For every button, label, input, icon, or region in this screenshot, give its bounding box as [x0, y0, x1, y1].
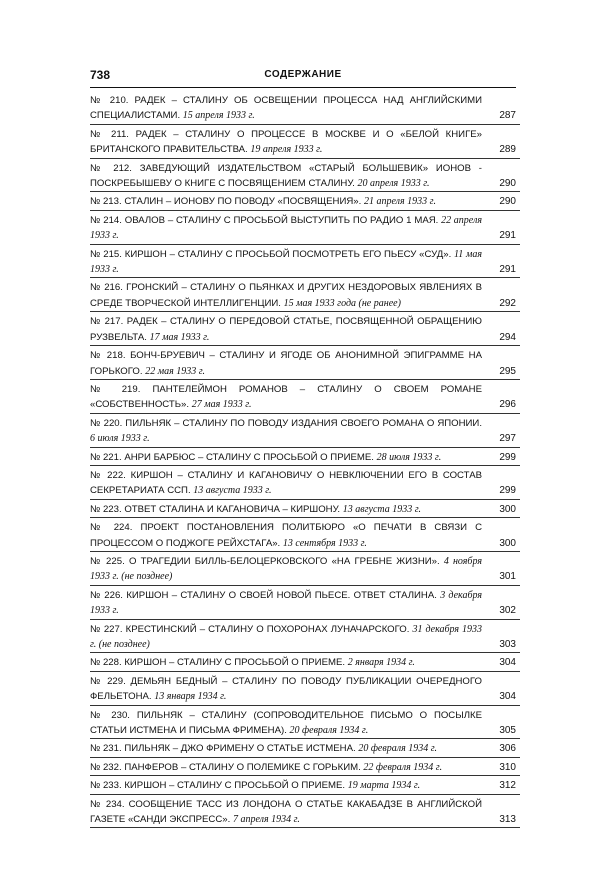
entry-page: 287 — [499, 110, 516, 122]
entry-page: 300 — [499, 503, 516, 515]
entry-number: № 225. — [90, 555, 125, 567]
toc-entry — [90, 348, 520, 380]
entry-title: ГРОНСКИЙ – СТАЛИНУ О ПЬЯНКАХ И ДРУГИХ НЕЗДОРОВЫХ ЯВЛЕНИЯХ В СРЕДЕ ТВОРЧЕСКОЙ ИНТЕЛЛИГЕНЦИИ. — [90, 282, 483, 309]
entry-number: № 226. — [90, 589, 123, 601]
entry-page: 292 — [499, 297, 516, 309]
entry-page: 310 — [499, 761, 516, 773]
toc-entry — [90, 194, 520, 210]
entry-date: 3 декабря 1933 г. — [90, 589, 483, 617]
entry-date: 22 апреля 1933 г. — [90, 214, 482, 242]
entry-date: 4 ноября 1933 г. (не позднее) — [90, 555, 482, 583]
entry-title: ДЕМЬЯН БЕДНЫЙ – СТАЛИНУ ПО ПОВОДУ ПУБЛИКАЦИИ ОЧЕРЕДНОГО ФЕЛЬЕТОНА. — [90, 675, 482, 703]
entry-title: СООБЩЕНИЕ ТАСС ИЗ ЛОНДОНА О СТАТЬЕ КАКАБАДЗЕ В АНГЛИЙСКОЙ ГАЗЕТЕ «САНДИ ЭКСПРЕСС». — [90, 798, 482, 826]
entry-title: КИРШОН – СТАЛИНУ С ПРОСЬБОЙ О ПРИЕМЕ. — [124, 780, 346, 792]
entry-page: 303 — [499, 639, 516, 650]
entry-date: 20 февраля 1934 г. — [358, 743, 437, 755]
running-title: СОДЕРЖАНИЕ — [264, 69, 342, 80]
entry-date: 15 мая 1933 года (не ранее) — [283, 297, 401, 309]
entry-date: 27 мая 1933 г. — [191, 399, 252, 411]
entry-number: № 224. — [90, 522, 133, 534]
toc-entry — [90, 280, 520, 312]
entry-date: 19 апреля 1933 г. — [250, 144, 323, 156]
entry-title: РАДЕК – СТАЛИНУ О ПРОЦЕССЕ В МОСКВЕ И О «БЕЛОЙ КНИГЕ» БРИТАНСКОГО ПРАВИТЕЛЬСТВА. — [90, 128, 482, 156]
entry-title: ПАНТЕЛЕЙМОН РОМАНОВ – СТАЛИНУ О СВОЕМ РОМАНЕ «СОБСТВЕННОСТЬ». — [90, 383, 482, 411]
entry-number: № 230. — [90, 709, 130, 721]
entry-date: 13 января 1934 г. — [154, 691, 227, 703]
entry-title: ПИЛЬНЯК – СТАЛИНУ (СОПРОВОДИТЕЛЬНОЕ ПИСЬМО О ПОСЫЛКЕ СТАТЬИ ИСТМЕНА И ПИСЬМА ФРИМЕНА). — [90, 709, 483, 737]
toc-entry — [90, 93, 520, 125]
entry-number: № 223. — [90, 503, 122, 515]
entry-number: № 213. — [90, 196, 122, 208]
entry-title: КИРШОН – СТАЛИНУ О СВОЕЙ НОВОЙ ПЬЕСЕ. ОТВЕТ СТАЛИНА. — [126, 589, 437, 601]
entry-number: № 228. — [90, 657, 122, 669]
entry-number: № 210. — [90, 95, 129, 106]
entry-number: № 231. — [90, 743, 122, 755]
toc-entry — [90, 502, 520, 518]
entry-number: № 234. — [90, 798, 125, 810]
entry-page: 304 — [499, 691, 516, 703]
entry-date: 13 августа 1933 г. — [193, 485, 272, 497]
entry-title: РАДЕК – СТАЛИНУ О ПЕРЕДОВОЙ СТАТЬЕ, ПОСВЯЩЕННОЙ ОБРАЩЕНИЮ РУЗВЕЛЬТА. — [90, 316, 482, 343]
entry-page: 306 — [499, 743, 516, 755]
entry-title: КИРШОН – СТАЛИНУ И КАГАНОВИЧУ О НЕВКЛЮЧЕНИИ ЕГО В СОСТАВ СЕКРЕТАРИАТА ССП. — [90, 469, 482, 497]
entry-number: № 220. — [90, 417, 123, 429]
entry-title: КРЕСТИНСКИЙ – СТАЛИНУ О ПОХОРОНАХ ЛУНАЧАРСКОГО. — [125, 623, 410, 635]
entry-number: № 212. — [90, 162, 132, 174]
entry-date: 15 апреля 1933 г. — [182, 110, 255, 122]
toc-entry — [90, 247, 520, 279]
entry-date: 20 апреля 1933 г. — [357, 178, 430, 190]
toc-entry — [90, 708, 520, 740]
entry-page: 295 — [499, 365, 516, 377]
entry-number: № 229. — [90, 675, 126, 687]
toc-entry — [90, 450, 520, 466]
entry-page: 290 — [499, 178, 516, 190]
toc-entry — [90, 655, 520, 671]
toc-entry — [90, 554, 520, 586]
toc-entry — [90, 520, 520, 552]
toc-entry — [90, 741, 520, 757]
entry-date: 7 апреля 1934 г. — [232, 814, 300, 826]
entry-number: № 211. — [90, 128, 129, 140]
entry-date: 21 апреля 1933 г. — [363, 196, 436, 208]
entry-page: 313 — [499, 814, 516, 826]
entry-page: 296 — [499, 399, 516, 411]
entry-date: 17 мая 1933 г. — [149, 331, 210, 343]
entry-number: № 222. — [90, 469, 126, 481]
entry-number: № 221. — [90, 451, 122, 463]
entry-title: ПРОЕКТ ПОСТАНОВЛЕНИЯ ПОЛИТБЮРО «О ПЕЧАТИ В СВЯЗИ С ПРОЦЕССОМ О ПОДЖОГЕ РЕЙХСТАГА». — [90, 522, 482, 549]
entry-page: 301 — [499, 571, 516, 583]
toc-entry — [90, 416, 520, 448]
entry-number: № 214. — [90, 214, 122, 226]
entry-number: № 227. — [90, 623, 123, 635]
entry-title: КИРШОН – СТАЛИНУ С ПРОСЬБОЙ О ПРИЕМЕ. — [124, 657, 346, 669]
entry-page: 291 — [499, 264, 516, 276]
entry-number: № 215. — [90, 248, 122, 260]
entry-page: 302 — [499, 605, 516, 617]
entry-title: КИРШОН – СТАЛИНУ С ПРОСЬБОЙ ПОСМОТРЕТЬ ЕГО ПЬЕСУ «СУД». — [124, 248, 452, 260]
entry-title: ПАНФЕРОВ – СТАЛИНУ О ПОЛЕМИКЕ С ГОРЬКИМ. — [124, 761, 361, 773]
entry-title: ОТВЕТ СТАЛИНА И КАГАНОВИЧА – КИРШОНУ. — [124, 503, 341, 515]
entry-date: 28 июля 1933 г. — [376, 451, 442, 463]
page-header — [90, 66, 516, 84]
entry-page: 300 — [499, 537, 516, 549]
entry-title: ПИЛЬНЯК – СТАЛИНУ ПО ПОВОДУ ИЗДАНИЯ СВОЕГО РОМАНА О ЯПОНИИ. — [125, 417, 482, 429]
entry-page: 299 — [499, 451, 516, 463]
entry-number: № 219. — [90, 383, 141, 395]
entry-date: 20 февраля 1934 г. — [289, 725, 369, 737]
entry-title: ОВАЛОВ – СТАЛИНУ С ПРОСЬБОЙ ВЫСТУПИТЬ ПО РАДИО 1 МАЯ. — [124, 214, 439, 226]
toc-entry — [90, 213, 520, 245]
entry-date: 31 декабря 1933 г. (не позднее) — [90, 623, 482, 650]
entry-title: ЗАВЕДУЮЩИЙ ИЗДАТЕЛЬСТВОМ «СТАРЫЙ БОЛЬШЕВИК» ИОНОВ - ПОСКРЕБЫШЕВУ О КНИГЕ С ПОСВЯЩЕНИЕМ СТАЛИНУ. — [90, 162, 482, 190]
toc-entry — [90, 127, 520, 159]
entry-number: № 217. — [90, 316, 124, 328]
entry-page: 305 — [499, 725, 516, 737]
entry-page: 289 — [499, 144, 516, 156]
entry-page: 290 — [499, 196, 516, 208]
entry-page: 312 — [499, 780, 516, 792]
entry-number: № 216. — [90, 282, 123, 294]
table-of-contents — [90, 93, 520, 830]
entry-page: 297 — [499, 433, 516, 445]
entry-date: 22 февраля 1934 г. — [363, 761, 443, 773]
toc-entry — [90, 161, 520, 193]
toc-entry — [90, 778, 520, 794]
toc-entry — [90, 468, 520, 500]
entry-page: 294 — [499, 331, 516, 343]
entry-title: АНРИ БАРБЮС – СТАЛИНУ С ПРОСЬБОЙ О ПРИЕМЕ. — [124, 451, 374, 463]
entry-date: 19 марта 1934 г. — [347, 780, 421, 792]
entry-title: РАДЕК – СТАЛИНУ ОБ ОСВЕЩЕНИИ ПРОЦЕССА НАД АНГЛИЙСКИМИ СПЕЦИАЛИСТАМИ. — [90, 95, 482, 122]
entry-number: № 233. — [90, 780, 122, 792]
entry-title: БОНЧ-БРУЕВИЧ – СТАЛИНУ И ЯГОДЕ ОБ АНОНИМНОЙ ЭПИГРАММЕ НА ГОРЬКОГО. — [90, 350, 482, 377]
entry-page: 299 — [499, 485, 516, 497]
entry-title: ПИЛЬНЯК – ДЖО ФРИМЕНУ О СТАТЬЕ ИСТМЕНА. — [124, 743, 356, 755]
entry-page: 304 — [499, 657, 516, 669]
entry-date: 11 мая 1933 г. — [90, 248, 482, 276]
toc-entry — [90, 674, 520, 706]
entry-date: 2 января 1934 г. — [347, 657, 415, 669]
toc-entry — [90, 760, 520, 776]
toc-entry — [90, 797, 520, 829]
entry-date: 13 августа 1933 г. — [342, 503, 422, 515]
entry-date: 13 сентября 1933 г. — [282, 537, 367, 549]
page-number: 738 — [90, 68, 111, 82]
toc-entry — [90, 588, 520, 620]
entry-title: СТАЛИН – ИОНОВУ ПО ПОВОДУ «ПОСВЯЩЕНИЯ». — [124, 196, 362, 208]
entry-date: 22 мая 1933 г. — [145, 365, 206, 377]
toc-entry — [90, 314, 520, 346]
header-rule — [90, 87, 516, 88]
entry-number: № 232. — [90, 761, 122, 773]
entry-title: О ТРАГЕДИИ БИЛЛЬ-БЕЛОЦЕРКОВСКОГО «НА ГРЕБНЕ ЖИЗНИ». — [128, 555, 440, 567]
entry-date: 6 июля 1933 г. — [90, 433, 150, 445]
entry-page: 291 — [499, 230, 516, 242]
toc-entry — [90, 382, 520, 414]
entry-number: № 218. — [90, 350, 126, 362]
toc-entry — [90, 622, 520, 654]
